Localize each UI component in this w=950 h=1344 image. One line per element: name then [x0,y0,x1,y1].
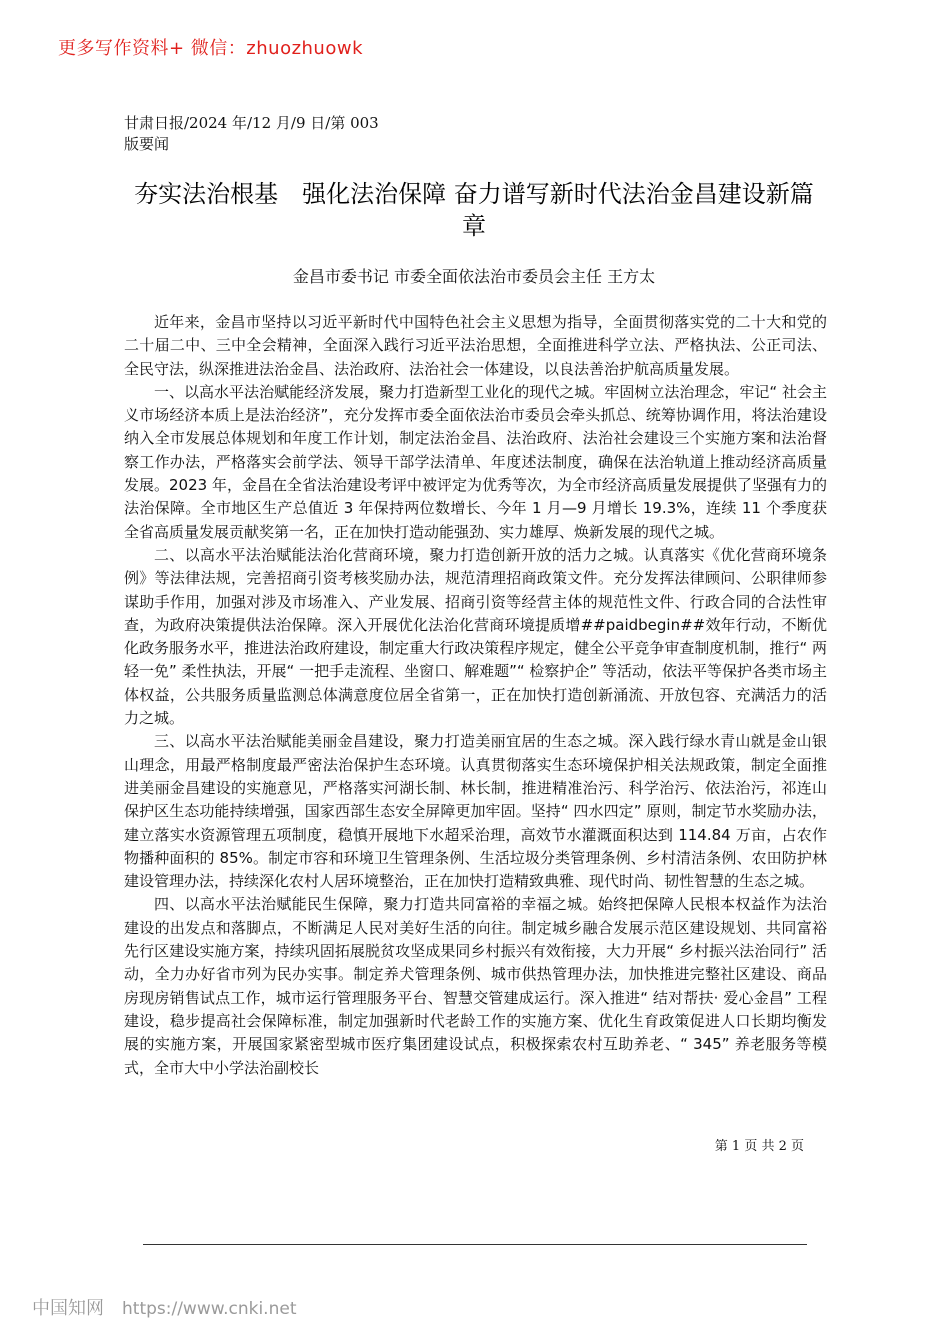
paragraph-section-1: 一、以高水平法治赋能经济发展，聚力打造新型工业化的现代之城。牢固树立法治理念，牢记“ 社会主义市场经济本质上是法治经济”，充分发挥市委全面依法治市委员会牵头抓总、统筹协调作用，将法治建设纳入全市发展总体规划和年度工作计划，制定法治金昌、法治政府、法治社会建设三个实施方案和法治督察工作办法，严格落实会前学法、领导干部学法清单、年度述法制度，确保在法治轨道上推动经济高质量发展。2023 年，金昌在全省法治建设考评中被评定为优秀等次，为全市经济高质量发展提供了坚强有力的法治保障。全市地区生产总值近 3 年保持两位数增长、今年 1 月—9 月增长 19.3%，连续 11 个季度获全省高质量发展贡献奖第一名，正在加快打造动能强劲、实力雄厚、焕新发展的现代之城。 [124,382,827,541]
paragraph-section-4: 四、以高水平法治赋能民生保障，聚力打造共同富裕的幸福之城。始终把保障人民根本权益作为法治建设的出发点和落脚点，不断满足人民对美好生活的向往。制定城乡融合发展示范区建设规划、共同富裕先行区建设实施方案，持续巩固拓展脱贫攻坚成果同乡村振兴有效衔接，大力开展“ 乡村振兴法治同行” 活动，全力办好省市列为民办实事。制定养犬管理条例、城市供热管理办法，加快推进完整社区建设、商品房现房销售试点工作，城市运行管理服务平台、智慧交管建成运行。深入推进“ 结对帮扶· 爱心金昌” 工程建设，稳步提高社会保障标准，制定加强新时代老龄工作的实施方案、优化生育政策促进人口长期均衡发展的实施方案，开展国家紧密型城市医疗集团建设试点，积极探索农村互助养老、“ 345” 养老服务等模式，全市大中小学法治副校长 [124,895,827,1077]
paragraph-section-3: 三、以高水平法治赋能美丽金昌建设，聚力打造美丽宜居的生态之城。深入践行绿水青山就是金山银山理念，用最严格制度最严密法治保护生态环境。认真贯彻落实生态环境保护相关法规政策，制定全面推进美丽金昌建设的实施意见，严格落实河湖长制、林长制，推进精准治污、科学治污、依法治污，祁连山保护区生态功能持续增强，国家西部生态安全屏障更加牢固。坚持“ 四水四定” 原则，制定节水奖励办法，建立落实水资源管理五项制度，稳慎开展地下水超采治理，高效节水灌溉面积达到 114.84 万亩，占农作物播种面积的 85%。制定市容和环境卫生管理条例、生活垃圾分类管理条例、乡村清洁条例、农田防护林建设管理办法，持续深化农村人居环境整治，正在加快打造精致典雅、现代时尚、韧性智慧的生态之城。 [124,732,827,891]
source-info [124,113,379,155]
watermark-url: https://www.cnki.net [122,1299,297,1319]
source-line-2: 版要闻 [124,135,170,153]
paragraph-section-2: 二、以高水平法治赋能法治化营商环境，聚力打造创新开放的活力之城。认真落实《优化营商环境条例》等法律法规，完善招商引资考核奖励办法，规范清理招商政策文件。充分发挥法律顾问、公职律师参谋助手作用，加强对涉及市场准入、产业发展、招商引资等经营主体的规范性文件、行政合同的合法性审查，为政府决策提供法治保障。深入开展优化法治化营商环境提质增##paidbegin##效年行动，不断优化政务服务水平，推进法治政府建设，制定重大行政决策程序规定，健全公平竞争审查制度机制，推行“ 两轻一免” 柔性执法，开展“ 一把手走流程、坐窗口、解难题”“ 检察护企” 等活动，依法平等保护各类市场主体权益，公共服务质量监测总体满意度位居全省第一，正在加快打造创新涌流、开放包容、充满活力的活力之城。 [124,545,827,728]
paragraph-intro: 近年来，金昌市坚持以习近平新时代中国特色社会主义思想为指导，全面贯彻落实党的二十大和党的二十届二中、三中全会精神，全面深入践行习近平法治思想，全面推进科学立法、严格执法、公正司法、全民守法，纵深推进法治金昌、法治政府、法治社会一体建设，以良法善治护航高质量发展。 [124,313,827,378]
footer-divider [143,1244,807,1245]
article-author: 金昌市委书记 市委全面依法治市委员会主任 王方太 [292,267,656,286]
source-line-1: 甘肃日报/2024 年/12 月/9 日/第 003 [124,114,379,132]
promo-banner: 更多写作资料+ 微信：zhuozhuowk [58,38,364,59]
article-title: 夯实法治根基 强化法治保障 奋力谱写新时代法治金昌建设新篇章 [134,180,814,240]
cnki-watermark [32,1294,296,1320]
article-body [124,311,827,1080]
watermark-brand: 中国知网 [32,1298,104,1319]
page-number: 第 1 页 共 2 页 [714,1139,804,1154]
